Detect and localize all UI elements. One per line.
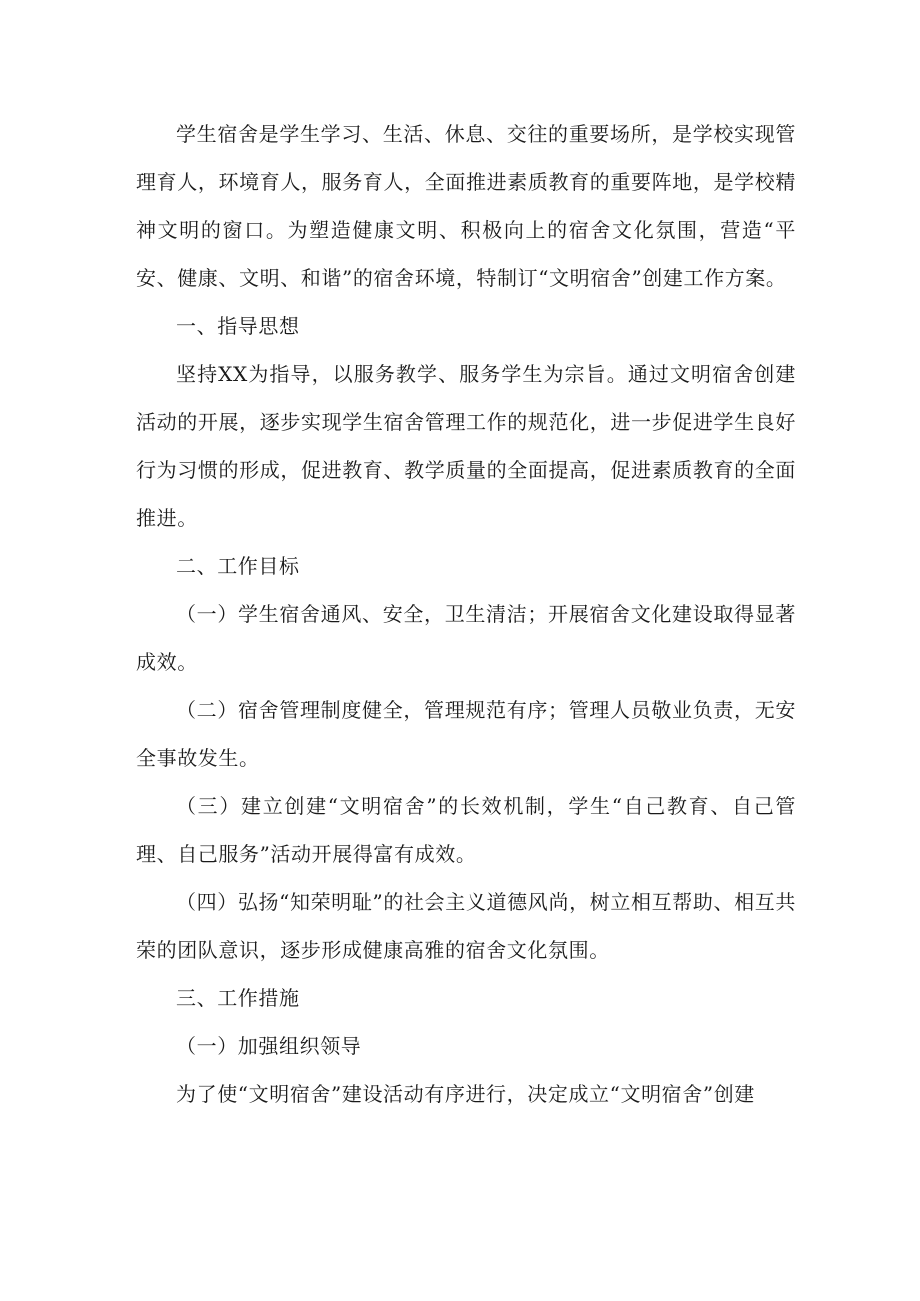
goal-item-2: （二）宿舍管理制度健全，管理规范有序；管理人员敬业负责，无安全事故发生。	[136, 698, 796, 770]
section-heading-guiding-ideology: 一、指导思想	[176, 314, 300, 338]
goal-item-3: （三）建立创建“文明宿舍”的长效机制，学生“自己教育、自己管理、自己服务”活动开展得富有成效。	[136, 794, 796, 866]
organization-paragraph: 为了使“文明宿舍”建设活动有序进行，决定成立“文明宿舍”创建	[176, 1082, 755, 1106]
guiding-ideology-paragraph: 坚持XX为指导，以服务教学、服务学生为宗旨。通过文明宿舍创建活动的开展，逐步实现学生宿舍管理工作的规范化，进一步促进学生良好行为习惯的形成，促进教育、教学质量的全面提高，促进素质教育的全面推进。	[136, 362, 796, 530]
document-body	[136, 110, 796, 1118]
goal-item-1: （一）学生宿舍通风、安全，卫生清洁；开展宿舍文化建设取得显著成效。	[136, 602, 796, 674]
goal-item-4: （四）弘扬“知荣明耻”的社会主义道德风尚，树立相互帮助、相互共荣的团队意识，逐步形成健康高雅的宿舍文化氛围。	[136, 890, 796, 962]
intro-paragraph: 学生宿舍是学生学习、生活、休息、交往的重要场所，是学校实现管理育人，环境育人，服务育人，全面推进素质教育的重要阵地，是学校精神文明的窗口。为塑造健康文明、积极向上的宿舍文化氛围，营造“平安、健康、文明、和谐”的宿舍环境，特制订“文明宿舍”创建工作方案。	[136, 122, 796, 290]
section-heading-work-measures: 三、工作措施	[176, 986, 300, 1010]
section-heading-work-goals: 二、工作目标	[176, 554, 300, 578]
subsection-heading-organization: （一）加强组织领导	[176, 1034, 362, 1058]
